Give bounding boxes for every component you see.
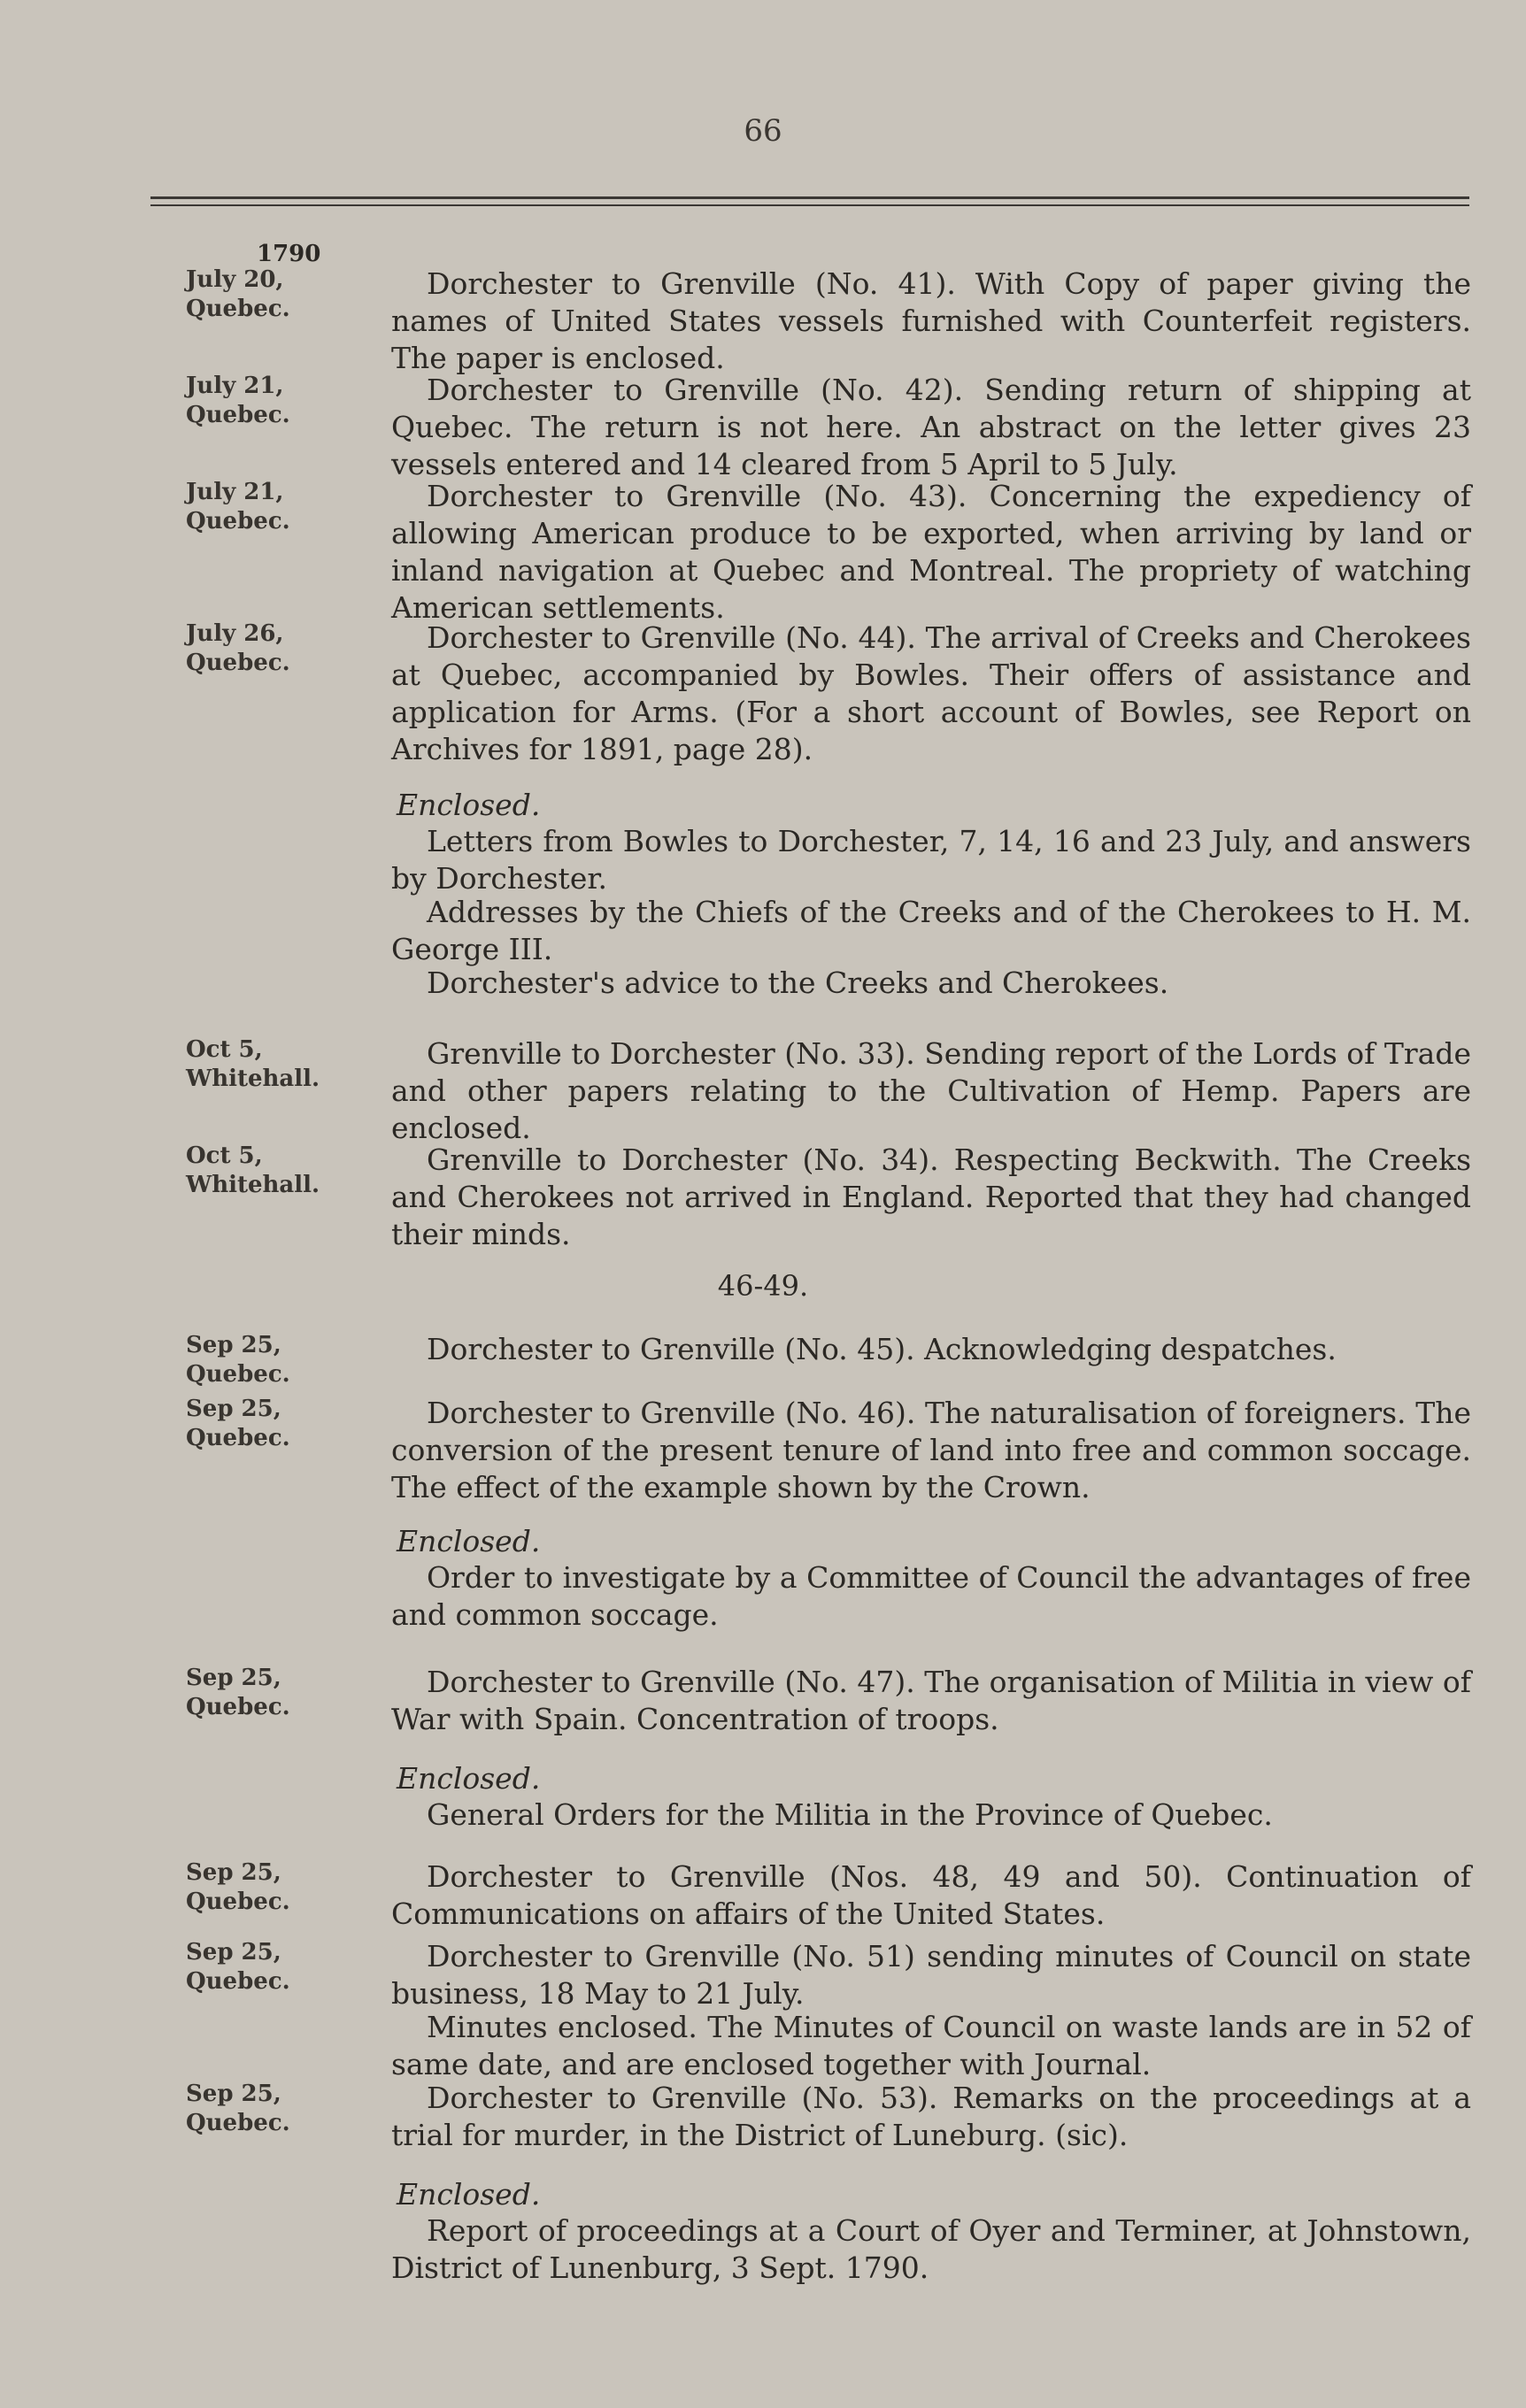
entry-place: Quebec. (186, 508, 290, 535)
entry (186, 478, 1478, 627)
entry-date-place (186, 1395, 363, 1453)
enclosure-item: Letters from Bowles to Dorchester, 7, 14, 16 and 23 July, and answers by Dorchester. (391, 824, 1471, 896)
entry-date-place (186, 1938, 363, 1996)
entry-text: Dorchester to Grenville (No. 43). Concerning the expediency of allowing American produce to be exported, when arriving by land or inland navigation at Quebec and Montreal. The propriety of watching American settlements. (391, 479, 1471, 625)
enclosure-item: Addresses by the Chiefs of the Creeks and of the Cherokees to H. M. George III. (391, 895, 1471, 966)
entry (186, 1142, 1478, 1253)
entry (186, 265, 1478, 377)
entry-date-place (186, 1331, 363, 1389)
entry-date: Sep 25, (186, 1665, 281, 1691)
entry-text: Dorchester to Grenville (No. 41). With Copy of paper giving the names of United States vessels furnished with Counterfeit registers. The paper is enclosed. (391, 266, 1471, 375)
entry-text: Dorchester to Grenville (No. 45). Acknowledging despatches. (427, 1332, 1337, 1366)
entry-text: Dorchester to Grenville (No. 51) sending minutes of Council on state business, 18 May to 21 July. (391, 1939, 1471, 2011)
entry (186, 1331, 1478, 1388)
entry-place: Quebec. (186, 2110, 290, 2136)
entry (186, 1035, 1478, 1147)
enclosure-item: General Orders for the Militia in the Province of Quebec. (427, 1797, 1273, 1832)
entry-date: Oct 5, (186, 1036, 263, 1063)
entry-text: Dorchester to Grenville (No. 44). The arrival of Creeks and Cherokees at Quebec, accompanied by Bowles. Their offers of assistance and application for Arms. (For a short account of Bowles, see Report on Archives for 1891, page 28). (391, 620, 1471, 766)
enclosure-item: Order to investigate by a Committee of Council the advantages of free and common soccage. (391, 1560, 1471, 1632)
entry-text: Dorchester to Grenville (No. 46). The naturalisation of foreigners. The conversion of the present tenure of land into free and common soccage. The effect of the example shown by the Crown. (391, 1396, 1471, 1504)
entry-date-place (186, 1858, 363, 1917)
entry-date-place (186, 619, 363, 678)
year-label: 1790 (257, 241, 321, 267)
entry-place: Quebec. (186, 402, 290, 428)
entry (186, 1858, 1478, 1933)
entry (186, 372, 1478, 483)
entry-place: Quebec. (186, 1889, 290, 1915)
entry-place: Quebec. (186, 1361, 290, 1388)
entry-place: Whitehall. (186, 1172, 320, 1198)
entry-date-place (186, 1664, 363, 1722)
entry-place: Quebec. (186, 1694, 290, 1720)
entry (186, 1938, 1478, 2012)
entry-place: Quebec. (186, 1968, 290, 1995)
entry-place: Quebec. (186, 296, 290, 322)
entry (186, 2080, 1478, 2154)
entry-text: Dorchester to Grenville (No. 47). The organisation of Militia in view of War with Spain. Concentration of troops. (391, 1665, 1471, 1736)
enclosure-item: Report of proceedings at a Court of Oyer and Terminer, at Johnstown, District of Lunenburg, 3 Sept. 1790. (391, 2213, 1471, 2285)
entry-place: Quebec. (186, 1425, 290, 1451)
entry-place: Quebec. (186, 650, 290, 676)
entry-text: Dorchester to Grenville (Nos. 48, 49 and 50). Continuation of Communications on affairs of the United States. (391, 1859, 1471, 1931)
entry-date: Sep 25, (186, 1939, 281, 1966)
entry-date: Sep 25, (186, 2081, 281, 2107)
enclosed-label: Enclosed. (397, 1524, 541, 1558)
entry-date: Sep 25, (186, 1396, 281, 1422)
entry-date: July 20, (186, 266, 284, 293)
entry (186, 619, 1478, 768)
entry-date: Oct 5, (186, 1142, 263, 1169)
entry-date-place (186, 1035, 363, 1094)
entry-date-place (186, 372, 363, 430)
entry-date-place (186, 1142, 363, 1200)
entry-text: Dorchester to Grenville (No. 53). Remarks on the proceedings at a trial for murder, in the District of Luneburg. (sic). (391, 2081, 1471, 2152)
entry-text: Grenville to Dorchester (No. 34). Respecting Beckwith. The Creeks and Cherokees not arrived in England. Reported that they had changed their minds. (391, 1142, 1471, 1251)
enclosed-label: Enclosed. (397, 2177, 541, 2212)
entry-date-place (186, 478, 363, 536)
entry (186, 1395, 1478, 1506)
minutes-note: Minutes enclosed. The Minutes of Council on waste lands are in 52 of same date, and are enclosed together with Journal. (391, 2010, 1471, 2081)
entry-date: Sep 25, (186, 1332, 281, 1358)
entry-date: July 26, (186, 620, 284, 647)
entry (186, 1664, 1478, 1738)
header-rule (150, 196, 1469, 199)
entry-place: Whitehall. (186, 1066, 320, 1092)
entry-text: Dorchester to Grenville (No. 42). Sending return of shipping at Quebec. The return is not here. An abstract on the letter gives 23 vessels entered and 14 cleared from 5 April to 5 July. (391, 373, 1471, 481)
entry-date: July 21, (186, 373, 284, 399)
entry-date-place (186, 265, 363, 324)
enclosed-label: Enclosed. (397, 788, 541, 822)
section-heading: 46-49. (717, 1269, 809, 1303)
header-rule-double (150, 204, 1469, 206)
entry-date-place (186, 2080, 363, 2138)
entry-date: Sep 25, (186, 1859, 281, 1886)
enclosed-label: Enclosed. (397, 1761, 541, 1796)
entry-date: July 21, (186, 479, 284, 505)
enclosure-item: Dorchester's advice to the Creeks and Cherokees. (427, 966, 1169, 1000)
entry-text: Grenville to Dorchester (No. 33). Sending report of the Lords of Trade and other papers relating to the Cultivation of Hemp. Papers are enclosed. (391, 1036, 1471, 1145)
page-number: 66 (744, 113, 782, 149)
